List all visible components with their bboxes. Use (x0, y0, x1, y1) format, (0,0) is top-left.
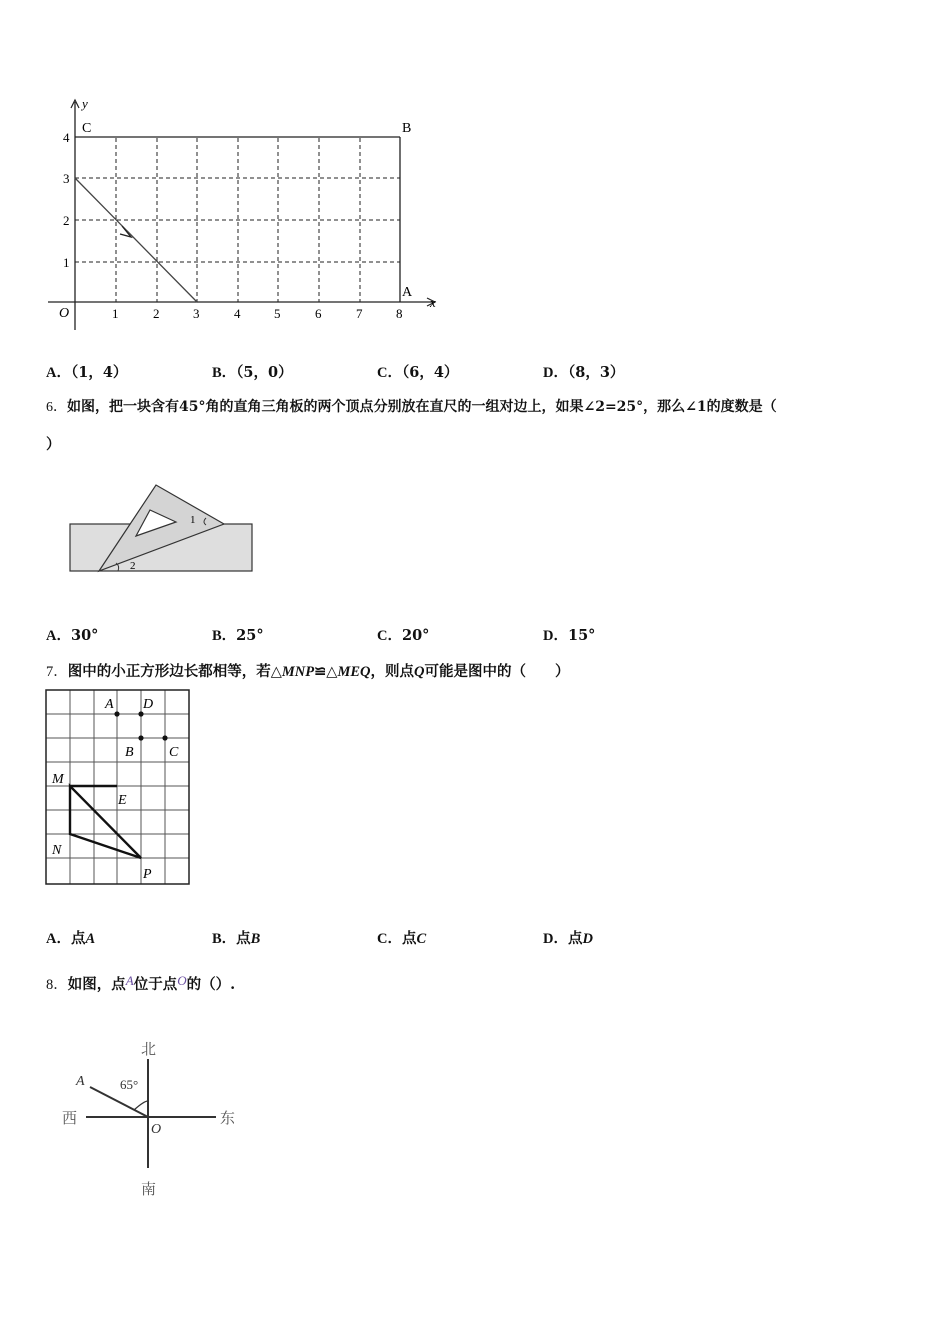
q7-triangle-meq: MEQ (337, 664, 371, 680)
q7-stem (46, 660, 569, 681)
option-text: 25° (236, 627, 264, 644)
corner-b-label: B (402, 121, 412, 136)
option-letter: B． (212, 365, 237, 381)
point-a-dot (114, 711, 119, 716)
label-c: C (169, 745, 179, 760)
q7-options (46, 927, 906, 951)
y-axis-label: y (82, 96, 88, 111)
corner-c-label: C (82, 121, 92, 136)
option-letter: D． (543, 931, 568, 947)
q8-text-mid: 位于点 (133, 976, 178, 993)
label-e: E (118, 793, 127, 808)
q7-text-post: 可能是图中的（ ） (424, 663, 570, 680)
q7-congruent-symbol: ≌△ (314, 663, 338, 680)
label-a: A (105, 697, 114, 712)
q5-option-d[interactable] (543, 361, 624, 382)
corner-a-label: A (402, 285, 413, 300)
option-text: 点 (236, 930, 251, 947)
angle-2-label: 2 (130, 560, 136, 572)
y-tick-2: 2 (63, 213, 70, 228)
x-tick-1: 1 (112, 306, 119, 321)
option-text: 点 (401, 930, 417, 947)
q8-text-pre: 如图，点 (67, 976, 126, 993)
option-text: 15° (567, 627, 596, 644)
y-tick-4: 4 (63, 130, 70, 145)
q6-option-a[interactable] (46, 624, 98, 645)
compass-figure (56, 1035, 246, 1205)
label-south: 南 (141, 1182, 157, 1198)
q5-options (46, 361, 906, 385)
triangle-mnp (70, 786, 141, 858)
option-letter: D． (543, 628, 568, 644)
option-letter: B． (212, 931, 237, 947)
option-letter: C． (377, 931, 402, 947)
q8-point-o: O (177, 973, 187, 988)
q6-stem (46, 396, 777, 416)
q6-stem-line1: 如图，把一块含有45°角的直角三角板的两个顶点分别放在直尺的一组对边上，如果∠2=25°，那么∠1的度数是（ (67, 399, 777, 415)
option-letter: B． (212, 628, 237, 644)
x-tick-6: 6 (315, 306, 322, 321)
option-var: A (85, 931, 96, 947)
point-b-dot (138, 735, 143, 740)
q7-option-d[interactable] (543, 927, 593, 948)
q6-option-b[interactable] (212, 624, 264, 645)
option-letter: A． (46, 365, 71, 381)
option-letter: C． (377, 628, 402, 644)
q7-option-c[interactable] (377, 927, 426, 948)
label-n: N (52, 843, 62, 858)
path-line (75, 178, 197, 302)
option-letter: A． (46, 931, 71, 947)
question-number: 6． (46, 400, 67, 415)
y-tick-3: 3 (63, 171, 70, 186)
q8-text-post: 的（）. (186, 976, 236, 993)
q5-option-a[interactable] (46, 361, 127, 382)
option-letter: C． (377, 365, 402, 381)
label-o: O (151, 1122, 162, 1137)
question-number: 7． (46, 664, 68, 680)
question-number: 8． (46, 977, 68, 993)
label-b: B (125, 745, 134, 760)
option-letter: D． (543, 365, 568, 381)
q7-text-pre: 图中的小正方形边长都相等，若△ (67, 663, 282, 680)
origin-label: O (59, 306, 70, 321)
ray-oa (90, 1087, 148, 1117)
x-axis-label: x (430, 295, 436, 310)
x-tick-2: 2 (153, 306, 160, 321)
path-arrow (120, 226, 131, 237)
option-letter: A． (46, 628, 71, 644)
x-tick-4: 4 (234, 306, 241, 321)
q6-option-d[interactable] (543, 624, 595, 645)
q5-option-c[interactable] (377, 361, 458, 382)
angle-arc (134, 1101, 148, 1110)
grid-lines (46, 690, 189, 884)
label-a: A (76, 1074, 85, 1089)
label-d: D (143, 697, 154, 712)
q7-point-q: Q (414, 664, 425, 680)
label-west: 西 (62, 1111, 78, 1127)
option-text: （1，4） (70, 364, 128, 381)
option-text: （8，3） (567, 364, 625, 381)
coordinate-grid-figure (40, 92, 460, 342)
label-p: P (143, 867, 152, 882)
option-text: 20° (401, 627, 430, 644)
q5-option-b[interactable] (212, 361, 293, 382)
ruler-triangle-figure (66, 478, 260, 578)
q8-stem (46, 973, 235, 994)
label-angle-65: 65° (120, 1077, 139, 1092)
grid-lines (75, 138, 400, 302)
option-text: 点 (70, 930, 86, 947)
option-text: 点 (567, 930, 583, 947)
x-tick-3: 3 (193, 306, 200, 321)
q7-triangle-mnp: MNP (281, 664, 315, 680)
option-text: 30° (70, 627, 99, 644)
q7-text-mid: ，则点 (370, 663, 414, 680)
q7-option-a[interactable] (46, 927, 95, 948)
x-tick-7: 7 (356, 306, 363, 321)
x-tick-5: 5 (274, 306, 281, 321)
point-d-dot (138, 711, 143, 716)
y-tick-1: 1 (63, 255, 70, 270)
option-var: B (250, 931, 261, 947)
label-east: 东 (220, 1111, 236, 1127)
q6-options (46, 624, 906, 648)
label-m: M (52, 772, 64, 787)
point-c-dot (162, 735, 167, 740)
option-var: D (582, 931, 593, 947)
q6-option-c[interactable] (377, 624, 429, 645)
x-tick-8: 8 (396, 306, 403, 321)
angle-1-label: 1 (190, 514, 196, 526)
q8-point-a: A (125, 973, 134, 988)
option-text: （5，0） (236, 364, 293, 381)
option-text: （6，4） (401, 364, 459, 381)
square-grid-figure (44, 688, 192, 888)
option-var: C (416, 931, 427, 947)
q6-stem-line2: ） (46, 436, 61, 453)
label-north: 北 (141, 1042, 157, 1058)
q7-option-b[interactable] (212, 927, 260, 948)
